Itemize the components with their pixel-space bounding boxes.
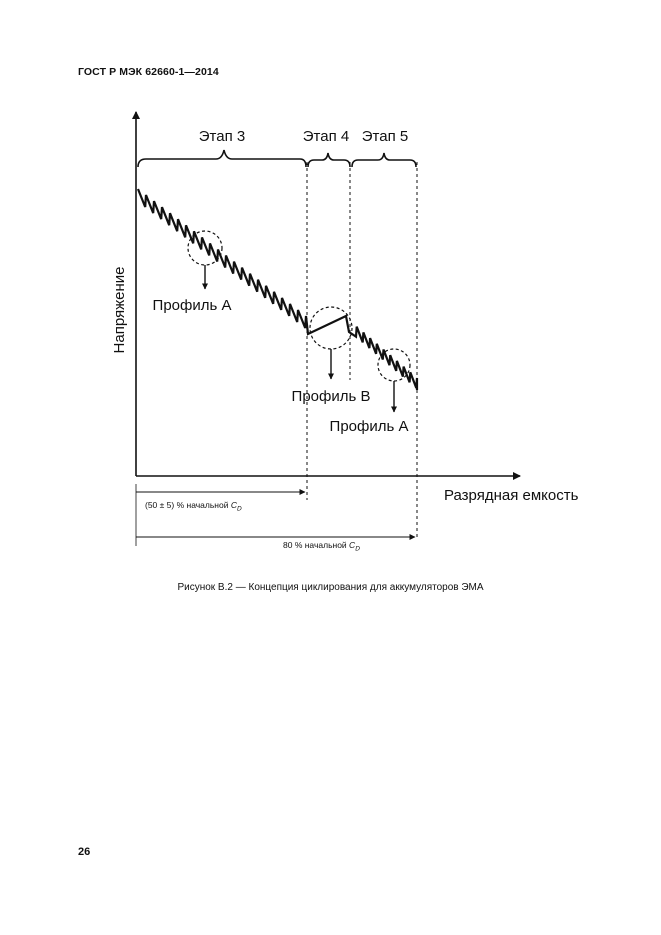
stage-3-brace [138, 150, 306, 167]
profile-b-circle [310, 307, 352, 349]
document-header: ГОСТ Р МЭК 62660-1—2014 [78, 66, 219, 78]
voltage-profile-curve [138, 189, 417, 390]
stage-5-label: Этап 5 [361, 128, 409, 145]
profile-b-label: Профиль В [291, 388, 371, 405]
figure-caption: Рисунок В.2 — Концепция циклирования для аккумуляторов ЭМА [177, 582, 484, 593]
profile-a-circle-1 [188, 231, 222, 265]
dimension-label-80: 80 % начальной $C_D$ [283, 540, 360, 553]
y-axis-label: Напряжение [111, 266, 128, 354]
profile-a-label-2: Профиль А [329, 418, 409, 435]
stage-5-brace [352, 153, 416, 167]
stage-3-label: Этап 3 [198, 128, 246, 145]
stage-4-brace [308, 153, 350, 167]
stage-4-label: Этап 4 [302, 128, 350, 145]
x-axis-label: Разрядная емкость [444, 487, 579, 504]
page-number: 26 [78, 846, 91, 858]
profile-a-label-1: Профиль А [152, 297, 232, 314]
dimension-label-50: (50 ± 5) % начальной $C_D$ [145, 500, 242, 513]
